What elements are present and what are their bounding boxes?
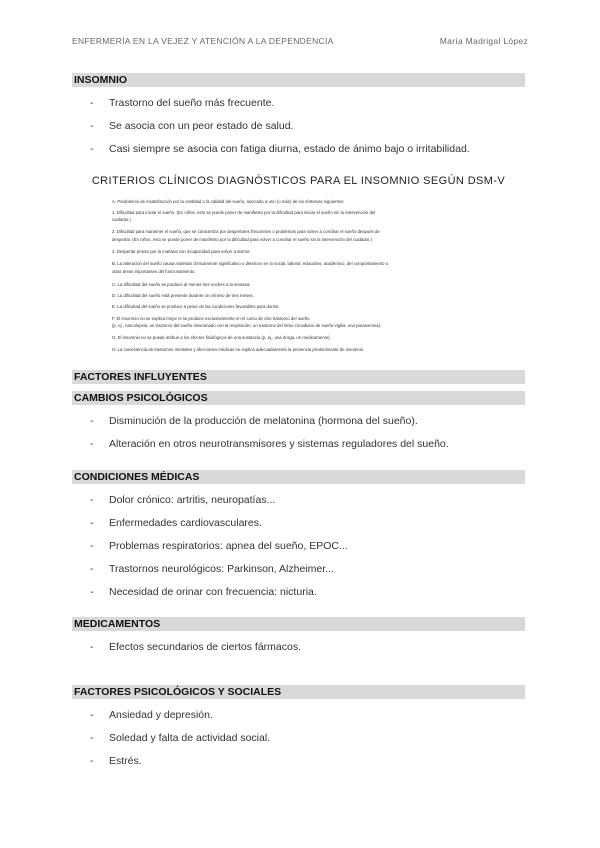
section-heading-factores: FACTORES INFLUYENTES (72, 370, 525, 384)
criteria-line: despertar. (En niños, esto se puede poner de manifiesto por la dificultad para volver a conciliar el sueño sin la intervención del cuidador.) (112, 237, 372, 242)
criteria-line: (p. ej., narcolepsia, un trastorno del sueño relacionado con la respiración, un trastorno del ritmo circadiano de sueño-vigilia, una parasomnia). (112, 323, 382, 328)
criteria-line: C. La dificultad del sueño se produce al menos tres noches a la semana. (112, 282, 251, 287)
page-header (72, 36, 528, 48)
criteria-line: 2. Dificultad para mantener el sueño, que se caracteriza por despertares frecuentes o problemas para volver a conciliar el sueño después de (112, 229, 380, 234)
criteria-line: D. La dificultad del sueño está presente durante un mínimo de tres meses. (112, 293, 254, 298)
criteria-line: F. El insomnio no se explica mejor ni se produce exclusivamente en el curso de otro trastorno del sueño (112, 316, 310, 321)
criteria-line: 1. Dificultad para iniciar el sueño. (En niños, esto se puede poner de manifiesto por la dificultad para iniciar el sueño sin la intervención del (112, 210, 376, 215)
criteria-line: H. La coexistencia de trastornos mentales y afecciones médicas no explica adecuadamente la presencia predominante de insomnio. (112, 347, 365, 352)
criteria-line: B. La alteración del sueño causa malestar clínicamente significativo o deterioro en lo social, laboral, educativo, académico, del comportamiento u (112, 261, 389, 266)
header-course-title: ENFERMERÍA EN LA VEJEZ Y ATENCIÓN A LA DEPENDENCIA (72, 36, 334, 46)
section-heading-medicas: CONDICIONES MÉDICAS (72, 470, 525, 484)
criteria-title: CRITERIOS CLÍNICOS DIAGNÓSTICOS PARA EL INSOMNIO SEGÚN DSM-V (91, 175, 506, 187)
criteria-line: 3. Despertar pronto por la mañana con incapacidad para volver a dormir. (112, 249, 251, 254)
criteria-line: E. La dificultad del sueño se produce a pesar de las condiciones favorables para dormir. (112, 304, 280, 309)
criteria-line: otras áreas importantes del funcionamiento. (112, 269, 196, 274)
section-heading-medicamentos: MEDICAMENTOS (72, 617, 525, 631)
section-heading-sociales: FACTORES PSICOLÓGICOS Y SOCIALES (72, 685, 525, 699)
section-heading-psicologicos: CAMBIOS PSICOLÓGICOS (72, 391, 525, 405)
criteria-line: G. El insomnio no se puede atribuir a los efectos fisiológicos de una sustancia (p. ej., una droga, un medicamento). (112, 335, 331, 340)
header-author: María Madrigal López (439, 36, 528, 46)
criteria-line: cuidador.) (112, 217, 131, 222)
section-heading-insomnio: INSOMNIO (72, 73, 525, 87)
criteria-line: A. Predominio de insatisfacción por la cantidad o la calidad del sueño, asociado a uno (o más) de los síntomas siguientes: (112, 199, 345, 204)
